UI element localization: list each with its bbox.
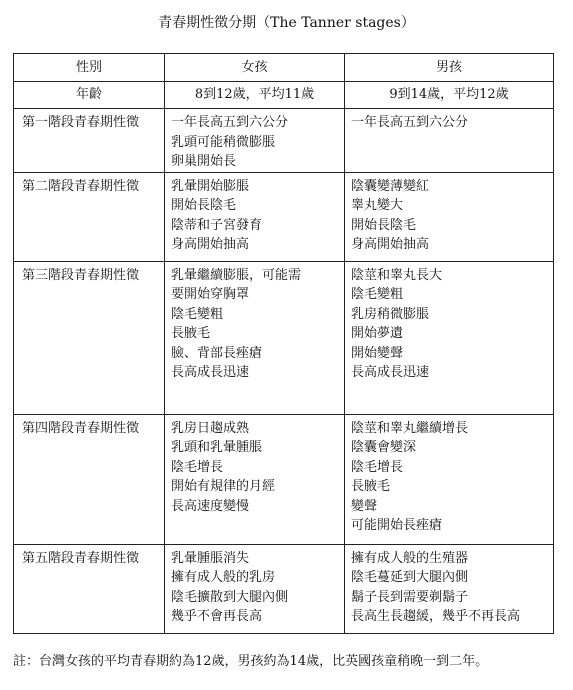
stage-label: 第二階段青春期性徵 [14, 172, 165, 261]
stage-row [14, 172, 554, 261]
stage-boy-cell [345, 261, 554, 414]
stage-girl-cell [165, 261, 345, 414]
boy-trait: 陰毛蔓延到大腿內側 [351, 570, 469, 585]
header-sex: 性別 [14, 54, 165, 82]
girl-trait: 開始有規律的月經 [171, 479, 276, 494]
boy-trait: 乳房稍微膨脹 [351, 306, 430, 322]
girl-trait: 擁有成人般的乳房 [171, 570, 276, 585]
stage-girl-cell [165, 414, 345, 544]
boy-trait: 開始長陰毛 [351, 217, 417, 233]
stage-boy-cell [345, 414, 554, 544]
stage-label: 第五階段青春期性徵 [14, 544, 165, 633]
girl-trait: 開始長陰毛 [171, 198, 237, 213]
stage-girl-cell [165, 109, 345, 173]
stage-label: 第四階段青春期性徵 [14, 414, 165, 544]
table-header-row [14, 54, 554, 82]
boy-trait: 陰莖和睾丸繼續增長 [351, 420, 469, 436]
girl-trait: 臉、背部長痤瘡 [171, 345, 263, 361]
girl-trait: 乳暈開始膨脹 [171, 178, 250, 194]
age-label: 年齡 [14, 82, 165, 109]
girl-trait: 乳房日趨成熟 [171, 420, 250, 436]
girl-trait: 乳頭可能稍微膨脹 [171, 134, 276, 150]
boy-trait: 擁有成人般的生殖器 [351, 550, 469, 566]
girl-trait: 乳頭和乳暈腫脹 [171, 440, 263, 455]
girl-trait: 要開始穿胸罩 [171, 287, 250, 302]
girl-trait: 陰毛擴散到大腿內側 [171, 589, 289, 605]
boy-trait: 身高開始抽高 [351, 237, 430, 252]
stage-label: 第一階段青春期性徵 [14, 109, 165, 173]
stage-row [14, 261, 554, 414]
boy-trait: 陰莖和睾丸長大 [351, 267, 443, 283]
boy-trait: 開始夢遺 [351, 326, 404, 341]
boy-trait: 長腋毛 [351, 479, 391, 494]
age-girl: 8到12歲，平均11歲 [165, 82, 345, 109]
boy-trait: 陰毛增長 [351, 459, 404, 475]
header-girl: 女孩 [165, 54, 345, 82]
stage-girl-cell [165, 172, 345, 261]
page-title: 青春期性徵分期（The Tanner stages） [158, 15, 415, 31]
boy-trait: 睾丸變大 [351, 198, 404, 213]
boy-trait: 陰囊會變深 [351, 440, 417, 455]
boy-trait: 一年長高五到六公分 [351, 115, 469, 130]
boy-trait: 長高生長趨緩，幾乎不再長高 [351, 609, 521, 624]
girl-trait: 乳暈腫脹消失 [171, 550, 250, 566]
girl-trait: 幾乎不會再長高 [171, 609, 263, 624]
stage-label: 第三階段青春期性徵 [14, 261, 165, 414]
stage-row [14, 109, 554, 173]
stage-girl-cell [165, 544, 345, 633]
stage-boy-cell [345, 172, 554, 261]
boy-trait: 變聲 [351, 498, 378, 514]
header-boy: 男孩 [345, 54, 554, 82]
footnote: 註：台灣女孩的平均青春期約為12歲，男孩約為14歲，比英國孩童稍晚一到二年。 [13, 654, 489, 669]
girl-trait: 乳暈繼續膨脹，可能需 [171, 267, 302, 283]
boy-trait: 開始變聲 [351, 345, 404, 361]
girl-trait: 身高開始抽高 [171, 237, 250, 252]
boy-trait: 可能開始長痤瘡 [351, 518, 443, 533]
girl-trait: 長高速度變慢 [171, 498, 250, 514]
age-row [14, 82, 554, 109]
girl-trait: 卵巢開始長 [171, 154, 237, 169]
stage-boy-cell [345, 544, 554, 633]
girl-trait: 一年長高五到六公分 [171, 115, 289, 130]
girl-trait: 長高成長迅速 [171, 365, 250, 380]
boy-trait: 鬍子長到需要剃鬍子 [351, 589, 469, 605]
girl-trait: 陰蒂和子宮發育 [171, 217, 263, 233]
stage-row [14, 414, 554, 544]
girl-trait: 陰毛變粗 [171, 306, 224, 322]
boy-trait: 陰囊變薄變紅 [351, 178, 430, 194]
girl-trait: 長腋毛 [171, 326, 211, 341]
stage-row [14, 544, 554, 633]
stage-boy-cell [345, 109, 554, 173]
boy-trait: 陰毛變粗 [351, 287, 404, 302]
tanner-stages-table [13, 53, 554, 634]
girl-trait: 陰毛增長 [171, 459, 224, 475]
age-boy: 9到14歲，平均12歲 [345, 82, 554, 109]
boy-trait: 長高成長迅速 [351, 365, 430, 380]
